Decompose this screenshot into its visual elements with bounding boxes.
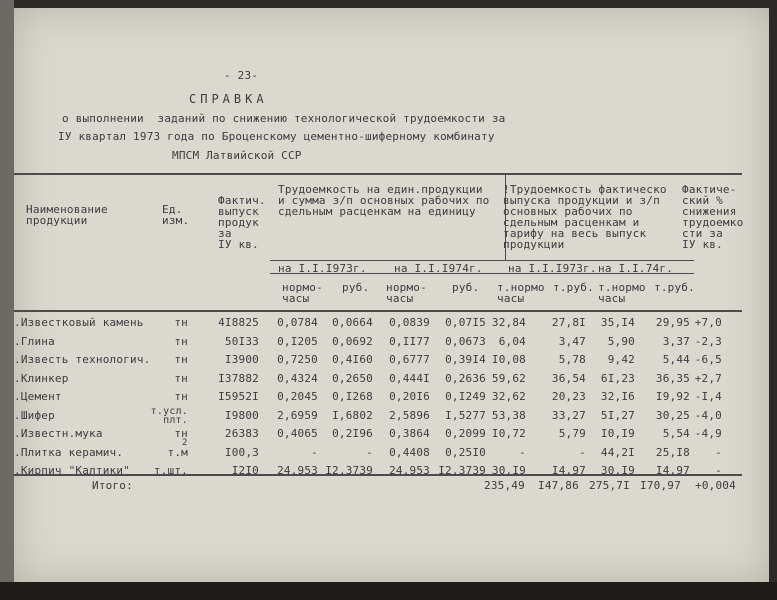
cell-name: .Известковый камень: [14, 316, 144, 329]
cell-tn74: 30,I9: [600, 464, 635, 477]
cell-tn74: 44,2I: [600, 445, 635, 459]
cell-r74: 0,25I0: [445, 445, 486, 459]
cell-n73: 0,4324: [277, 371, 318, 385]
header-date-total-1974: на I.I.74г.: [598, 262, 674, 275]
header-date-total-1973: на I.I.I973г.: [508, 262, 597, 275]
cell-unit-superscript: 2: [182, 437, 188, 448]
cell-pct: -2,3: [694, 334, 722, 348]
header-t-rub-1973: т.руб.: [553, 281, 594, 294]
cell-r74: I,5277: [445, 408, 486, 422]
cell-tn73: 6,04: [498, 334, 526, 348]
cell-output: 50I33: [224, 334, 259, 348]
cell-name: .Клинкер: [14, 371, 69, 385]
total-norm-hours-1974: 275,7I: [589, 479, 630, 492]
cell-n73: -: [311, 445, 318, 459]
cell-n73: 2,6959: [277, 408, 318, 422]
cell-unit: т.шт.: [153, 464, 188, 477]
header-rub-1974: руб.: [452, 281, 480, 294]
cell-n74: 2,5896: [389, 408, 430, 422]
header-output: Фактич. выпуск продук за IУ кв.: [218, 194, 266, 251]
header-labor-total: !Трудоемкость фактическо выпуска продукции и з/п основных рабочих по сдельным расценкам и тарифу на весь выпуск продукции: [503, 183, 667, 251]
cell-name: .Кирпич "Калтики": [14, 464, 130, 477]
header-labor-per-unit: Трудоемкость на един.продукции и сумма з/п основных рабочих по сдельным расценкам на единицу: [278, 183, 490, 218]
cell-pct: +2,7: [694, 371, 722, 385]
date-row-top-rule: [270, 260, 694, 261]
cell-pct: +7,0: [694, 316, 722, 329]
cell-r73: -: [366, 445, 373, 459]
cell-pct: -: [715, 464, 722, 477]
cell-r73: 0,2I96: [332, 427, 373, 440]
cell-n74: 0,6777: [389, 353, 430, 366]
cell-tr74: I9,92: [655, 390, 690, 403]
cell-tr74: 5,54: [662, 427, 690, 440]
cell-r73: I2,3739: [325, 464, 373, 477]
subtitle-line-1: о выполнении заданий по снижению технологической трудоемкости за: [62, 112, 506, 125]
cell-r74: 0,2099: [445, 427, 486, 440]
cell-unit: тн: [174, 390, 188, 403]
cell-tn74: 9,42: [607, 353, 635, 366]
cell-r74: 0,0673: [445, 334, 486, 348]
cell-n74: 0,4408: [389, 445, 430, 459]
cell-output: I2I0: [231, 464, 259, 477]
cell-unit: тн: [174, 371, 188, 385]
cell-n74: 0,444I: [389, 371, 430, 385]
cell-tn73: 32,84: [491, 316, 526, 329]
header-rub-1973: руб.: [342, 281, 370, 294]
cell-tr74: 25,I8: [655, 445, 690, 459]
header-norm-hours-1973: нормо- часы: [282, 281, 323, 305]
cell-unit: тн: [174, 334, 188, 348]
cell-tr73: 3,47: [558, 334, 586, 348]
cell-r73: 0,2650: [332, 371, 373, 385]
cell-tr74: 3,37: [662, 334, 690, 348]
cell-tn73: -: [519, 445, 526, 459]
cell-unit: тн: [174, 427, 188, 440]
cell-tn73: 32,62: [491, 390, 526, 403]
cell-name: .Шифер: [14, 408, 55, 422]
cell-output: I9800: [224, 408, 259, 422]
header-norm-hours-1974: нормо- часы: [386, 281, 427, 305]
cell-r73: 0,I268: [332, 390, 373, 403]
cell-tn74: 5,90: [607, 334, 635, 348]
header-t-rub-1974: т.руб.: [654, 281, 695, 294]
cell-output: I3900: [224, 353, 259, 366]
cell-output: I5952I: [218, 390, 259, 403]
cell-tr73: 5,78: [558, 353, 586, 366]
cell-name: .Глина: [14, 334, 55, 348]
page-number: - 23-: [224, 69, 259, 82]
cell-tn74: 35,I4: [600, 316, 635, 329]
cell-tn73: I0,08: [491, 353, 526, 366]
cell-r73: 0,0664: [332, 316, 373, 329]
cell-n73: 0,4065: [277, 427, 318, 440]
cell-r74: 0,I249: [445, 390, 486, 403]
cell-unit: тн: [174, 316, 188, 329]
scan-left-edge: [0, 0, 14, 600]
cell-pct: -: [715, 445, 722, 459]
cell-r74: 0,07I5: [445, 316, 486, 329]
cell-pct: -6,5: [694, 353, 722, 366]
cell-n74: 0,3864: [389, 427, 430, 440]
header-date-1973: на I.I.I973г.: [278, 262, 367, 275]
cell-unit: т.усл. плт.: [150, 405, 188, 426]
cell-output: I00,3: [224, 445, 259, 459]
total-reduction-pct: +0,004: [695, 479, 736, 492]
cell-tr73: 5,79: [558, 427, 586, 440]
cell-tr73: 27,8I: [551, 316, 586, 329]
document-title: СПРАВКА: [189, 92, 268, 106]
cell-n74: 0,II77: [389, 334, 430, 348]
cell-tn74: 32,I6: [600, 390, 635, 403]
cell-n73: 0,2045: [277, 390, 318, 403]
subtitle-line-3: МПСМ Латвийской ССР: [172, 149, 302, 162]
cell-n74: 24,953: [389, 464, 430, 477]
cell-n74: 0,20I6: [389, 390, 430, 403]
cell-tr73: 36,54: [551, 371, 586, 385]
subtitle-line-2: IУ квартал 1973 года по Броценскому цементно-шиферному комбинату: [58, 130, 495, 143]
cell-r73: 0,0692: [332, 334, 373, 348]
cell-tr74: 5,44: [662, 353, 690, 366]
cell-tr74: I4,97: [655, 464, 690, 477]
cell-name: .Плитка керамич.: [14, 445, 124, 459]
cell-unit: т.м: [167, 445, 188, 459]
header-name: Наименование продукции: [26, 203, 108, 227]
header-unit: Ед. изм.: [162, 203, 190, 227]
cell-r74: 0,2636: [445, 371, 486, 385]
cell-tn73: 30,I9: [491, 464, 526, 477]
cell-tr73: I4,97: [551, 464, 586, 477]
cell-tn74: 5I,27: [600, 408, 635, 422]
cell-n73: 0,I205: [277, 334, 318, 348]
cell-n73: 0,0784: [277, 316, 318, 329]
cell-n73: 0,7250: [277, 353, 318, 366]
cell-tr74: 30,25: [655, 408, 690, 422]
cell-tn73: 53,38: [491, 408, 526, 422]
cell-n73: 24,953: [277, 464, 318, 477]
cell-tn73: 59,62: [491, 371, 526, 385]
cell-tr73: 33,27: [551, 408, 586, 422]
cell-unit: тн: [174, 353, 188, 366]
total-norm-hours-1973: 235,49: [484, 479, 525, 492]
cell-pct: -I,4: [694, 390, 722, 403]
header-reduction: Фактиче- ский % снижения трудоемко сти за IУ кв.: [682, 183, 744, 251]
cell-tn74: I0,I9: [600, 427, 635, 440]
cell-tr73: -: [579, 445, 586, 459]
cell-output: 4I8825: [218, 316, 259, 329]
cell-tn74: 6I,23: [600, 371, 635, 385]
scan-bottom-edge: [0, 582, 777, 600]
cell-r73: I,6802: [332, 408, 373, 422]
total-label: Итого:: [92, 479, 133, 492]
header-t-norm-hours-1973: т.нормо часы: [497, 281, 545, 305]
cell-tr73: 20,23: [551, 390, 586, 403]
cell-name: .Цемент: [14, 390, 62, 403]
cell-name: .Известн.мука: [14, 427, 103, 440]
cell-r74: I2,3739: [438, 464, 486, 477]
cell-pct: -4,9: [694, 427, 722, 440]
cell-tr74: 36,35: [655, 371, 690, 385]
cell-n74: 0,0839: [389, 316, 430, 329]
header-t-norm-hours-1974: т.нормо часы: [598, 281, 646, 305]
cell-tn73: I0,72: [491, 427, 526, 440]
cell-pct: -4,0: [694, 408, 722, 422]
header-bottom-rule: [14, 310, 742, 312]
cell-output: I37882: [218, 371, 259, 385]
total-rub-1974: I70,97: [640, 479, 681, 492]
cell-tr74: 29,95: [655, 316, 690, 329]
cell-r74: 0,39I4: [445, 353, 486, 366]
cell-name: .Известь технологич.: [14, 353, 151, 366]
cell-output: 26383: [224, 427, 259, 440]
cell-r73: 0,4I60: [332, 353, 373, 366]
table-top-rule: [14, 173, 742, 175]
total-rub-1973: I47,86: [538, 479, 579, 492]
header-date-1974: на I.I.I974г.: [394, 262, 483, 275]
